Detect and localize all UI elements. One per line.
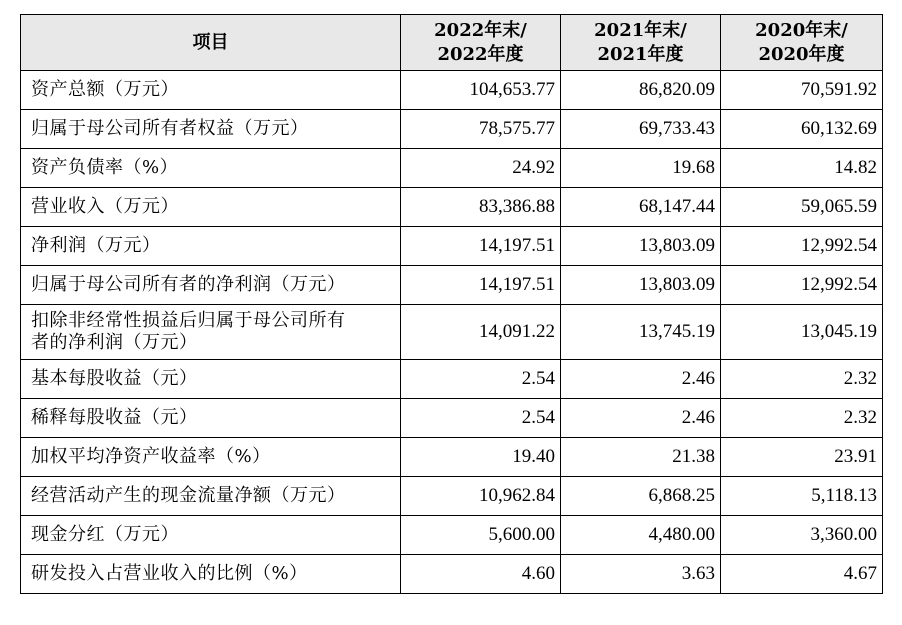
- value-2022: 24.92: [401, 149, 561, 188]
- row-label-text: 归属于母公司所有者权益（万元）: [31, 118, 309, 139]
- header-2022-line-1: 2022年末/: [434, 19, 527, 41]
- value-2020: 14.82: [721, 149, 883, 188]
- row-label: [21, 188, 401, 227]
- row-label: [21, 477, 401, 516]
- value-2020: 5,118.13: [721, 477, 883, 516]
- row-label: [21, 266, 401, 305]
- value-2022: 2.54: [401, 399, 561, 438]
- value-2021: 4,480.00: [561, 516, 721, 555]
- row-label-text: 经营活动产生的现金流量净额（万元）: [31, 485, 346, 506]
- row-label-text: 现金分红（万元）: [31, 524, 179, 545]
- value-2022: 78,575.77: [401, 110, 561, 149]
- header-2020-line-1: 2020年末/: [755, 19, 848, 41]
- value-2020: 13,045.19: [721, 305, 883, 360]
- table-row: [21, 71, 883, 110]
- value-2021: 13,803.09: [561, 227, 721, 266]
- value-2021: 2.46: [561, 399, 721, 438]
- value-2022: 19.40: [401, 438, 561, 477]
- value-2021: 68,147.44: [561, 188, 721, 227]
- value-2021: 19.68: [561, 149, 721, 188]
- value-2022: 83,386.88: [401, 188, 561, 227]
- table-row: [21, 516, 883, 555]
- table-row: [21, 266, 883, 305]
- header-2021: [561, 15, 721, 71]
- header-2020-line-2: 2020年度: [758, 43, 845, 65]
- row-label-text-line-2: 者的净利润（万元）: [31, 332, 198, 353]
- value-2020: 2.32: [721, 399, 883, 438]
- row-label-text: 归属于母公司所有者的净利润（万元）: [31, 274, 346, 295]
- value-2021: 13,803.09: [561, 266, 721, 305]
- table-row: [21, 188, 883, 227]
- header-item: 项目: [21, 15, 401, 71]
- row-label-text: 加权平均净资产收益率（%）: [31, 446, 271, 467]
- value-2020: 4.67: [721, 555, 883, 594]
- row-label-text: 净利润（万元）: [31, 235, 161, 256]
- value-2020: 23.91: [721, 438, 883, 477]
- value-2022: 4.60: [401, 555, 561, 594]
- value-2021: 21.38: [561, 438, 721, 477]
- row-label: [21, 110, 401, 149]
- row-label: [21, 399, 401, 438]
- header-2020: [721, 15, 883, 71]
- table-row: [21, 227, 883, 266]
- financial-summary-table: [20, 14, 883, 594]
- row-label-text: 研发投入占营业收入的比例（%）: [31, 563, 308, 584]
- table-row: [21, 360, 883, 399]
- header-2021-line-1: 2021年末/: [594, 19, 687, 41]
- table-row: [21, 477, 883, 516]
- row-label: [21, 438, 401, 477]
- value-2022: 2.54: [401, 360, 561, 399]
- header-2021-line-2: 2021年度: [597, 43, 684, 65]
- value-2020: 60,132.69: [721, 110, 883, 149]
- value-2022: 14,197.51: [401, 227, 561, 266]
- value-2021: 13,745.19: [561, 305, 721, 360]
- value-2022: 5,600.00: [401, 516, 561, 555]
- row-label-text: 基本每股收益（元）: [31, 368, 198, 389]
- row-label: [21, 305, 401, 360]
- row-label: [21, 149, 401, 188]
- value-2021: 6,868.25: [561, 477, 721, 516]
- header-2022-line-2: 2022年度: [437, 43, 524, 65]
- value-2022: 14,091.22: [401, 305, 561, 360]
- row-label: [21, 227, 401, 266]
- value-2020: 12,992.54: [721, 227, 883, 266]
- table-row: [21, 305, 883, 360]
- value-2022: 10,962.84: [401, 477, 561, 516]
- value-2022: 14,197.51: [401, 266, 561, 305]
- table-header-row: [21, 15, 883, 71]
- value-2021: 2.46: [561, 360, 721, 399]
- header-2022: [401, 15, 561, 71]
- value-2020: 3,360.00: [721, 516, 883, 555]
- row-label-text: 资产总额（万元）: [31, 79, 179, 100]
- value-2021: 69,733.43: [561, 110, 721, 149]
- value-2020: 59,065.59: [721, 188, 883, 227]
- table-row: [21, 438, 883, 477]
- value-2020: 2.32: [721, 360, 883, 399]
- value-2021: 86,820.09: [561, 71, 721, 110]
- row-label: [21, 71, 401, 110]
- row-label: [21, 555, 401, 594]
- row-label-text: 稀释每股收益（元）: [31, 407, 198, 428]
- row-label: [21, 360, 401, 399]
- table-row: [21, 110, 883, 149]
- value-2021: 3.63: [561, 555, 721, 594]
- row-label-text: 资产负债率（%）: [31, 157, 179, 178]
- row-label: [21, 516, 401, 555]
- table-row: [21, 555, 883, 594]
- value-2020: 12,992.54: [721, 266, 883, 305]
- value-2020: 70,591.92: [721, 71, 883, 110]
- row-label-text: 营业收入（万元）: [31, 196, 179, 217]
- financial-table-container: [20, 14, 883, 594]
- row-label-text-line-1: 扣除非经常性损益后归属于母公司所有: [31, 310, 346, 331]
- table-row: [21, 399, 883, 438]
- table-row: [21, 149, 883, 188]
- value-2022: 104,653.77: [401, 71, 561, 110]
